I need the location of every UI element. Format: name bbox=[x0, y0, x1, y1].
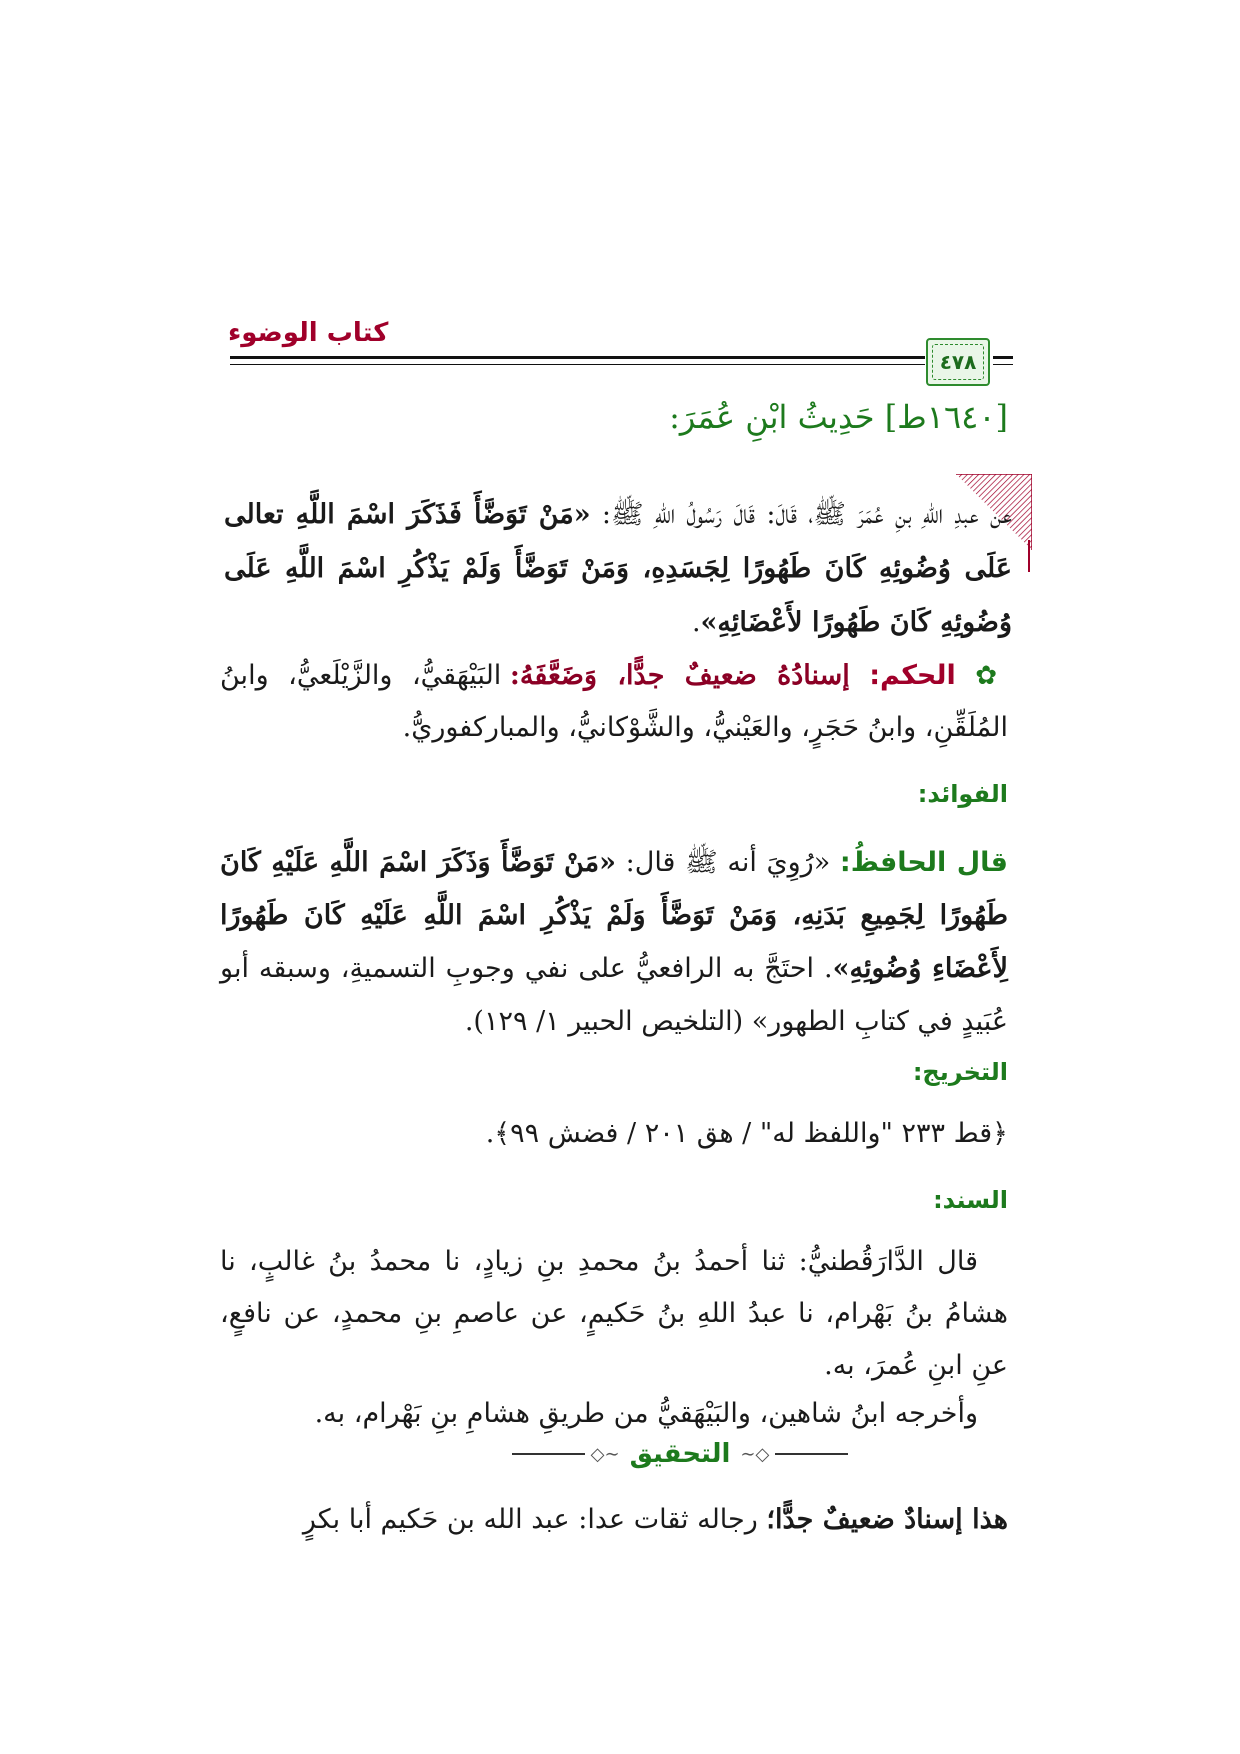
tahqiq-paragraph bbox=[220, 1494, 1008, 1546]
benefits-post: . احتَجَّ به الرافعيُّ على نفي وجوبِ التسميةِ، وسبقه أبو عُبَيدٍ في كتابِ الطهور» (التلخيص الحبير ١/ ١٢٩). bbox=[220, 953, 1008, 1037]
ruling-value: إسنادُهُ ضعيفٌ جدًّا، وَضَعَّفَهُ: bbox=[509, 660, 850, 691]
hadith-quote: «مَنْ تَوَضَّأَ فَذَكَرَ اسْمَ اللَّهِ تعالى عَلَى وُضُوئِهِ كَانَ طَهُورًا لِجَسَدِهِ، وَمَنْ تَوَضَّأَ وَلَمْ يَذْكُرِ اسْمَ اللَّهِ عَلَى وُضُوئِهِ كَانَ طَهُورًا لأَعْضَائِهِ» bbox=[224, 499, 1012, 638]
ruling-text: البَيْهَقيُّ، والزَّيْلَعيُّ، وابنُ المُلَقِّنِ، وابنُ حَجَرٍ، والعَيْنيُّ، والشَّوْكانيُّ، والمباركفوريُّ. bbox=[220, 660, 1008, 743]
flourish-icon: ◇∽ bbox=[740, 1443, 770, 1465]
benefits-pre: «رُوِيَ أنه ﷺ قال: bbox=[615, 847, 840, 878]
hafiz-label: قال الحافظُ: bbox=[839, 847, 1008, 878]
sanad-paragraph-2: وأخرجه ابنُ شاهين، والبَيْهَقيُّ من طريقِ هشامِ بنِ بَهْرام، به. bbox=[314, 1398, 978, 1429]
page-number-badge bbox=[926, 338, 990, 386]
tahqiq-text: رجاله ثقات عدا: عبد الله بن حَكيم أبا بكرٍ bbox=[302, 1504, 767, 1535]
hadith-text-block bbox=[224, 488, 1012, 650]
tahqiq-title: التحقيق bbox=[629, 1439, 731, 1469]
tahqiq-divider bbox=[512, 1434, 848, 1474]
rosette-icon: ✿ bbox=[975, 661, 1008, 691]
sanad-paragraph-1: قال الدَّارَقُطنيُّ: ثنا أحمدُ بنُ محمدِ بنِ زيادٍ، نا محمدُ بنُ غالبٍ، نا هشامُ بنُ بَهْرام، نا عبدُ اللهِ بنُ حَكيمٍ، عن عاصمِ بنِ محمدٍ، عن نافعٍ، عنِ ابنِ عُمرَ، به. bbox=[220, 1246, 1008, 1381]
sanad-title: السند: bbox=[933, 1186, 1008, 1214]
benefits-title: الفوائد: bbox=[917, 780, 1008, 808]
hadith-heading: [١٦٤٠ط] حَدِيثُ ابْنِ عُمَرَ: bbox=[669, 398, 1008, 436]
ruling-paragraph bbox=[220, 650, 1008, 754]
flourish-icon: ∽◇ bbox=[590, 1443, 620, 1465]
hadith-end: . bbox=[691, 607, 701, 638]
header-rule-thin bbox=[230, 364, 925, 365]
page-number: ٤٧٨ bbox=[939, 350, 977, 374]
takhrij-title: التخريج: bbox=[912, 1058, 1008, 1086]
hadith-intro: عن عبدِ اللهِ بنِ عُمَرَ ﷺ، قَالَ: قَالَ رَسُولُ اللهِ ﷺ: bbox=[590, 499, 1012, 530]
header-rule-right bbox=[993, 356, 1013, 359]
benefits-paragraph bbox=[220, 836, 1008, 1048]
header-rule-right-thin bbox=[993, 364, 1013, 365]
tahqiq-bold: هذا إسنادٌ ضعيفٌ جدًّا؛ bbox=[766, 1504, 1008, 1535]
header-rule bbox=[230, 356, 925, 359]
running-title: كتاب الوضوء bbox=[228, 318, 389, 348]
divider-line bbox=[775, 1453, 848, 1455]
takhrij-text: ﴿قط ٢٣٣ "واللفظ له" / هق ٢٠١ / فضش ٩٩﴾. bbox=[485, 1118, 1008, 1149]
divider-line bbox=[512, 1453, 585, 1455]
benefits-quote: «مَنْ تَوَضَّأَ وَذَكَرَ اسْمَ اللَّهِ عَلَيْهِ كَانَ طَهُورًا لِجَمِيعِ بَدَنِهِ، وَمَنْ تَوَضَّأَ وَلَمْ يَذْكُرِ اسْمَ اللَّهِ عَلَيْهِ كَانَ طَهُورًا لِأَعْضَاءِ وُضُوئِهِ» bbox=[220, 847, 1008, 984]
ruling-label: الحكم: bbox=[869, 660, 956, 691]
side-rule bbox=[1028, 540, 1030, 572]
